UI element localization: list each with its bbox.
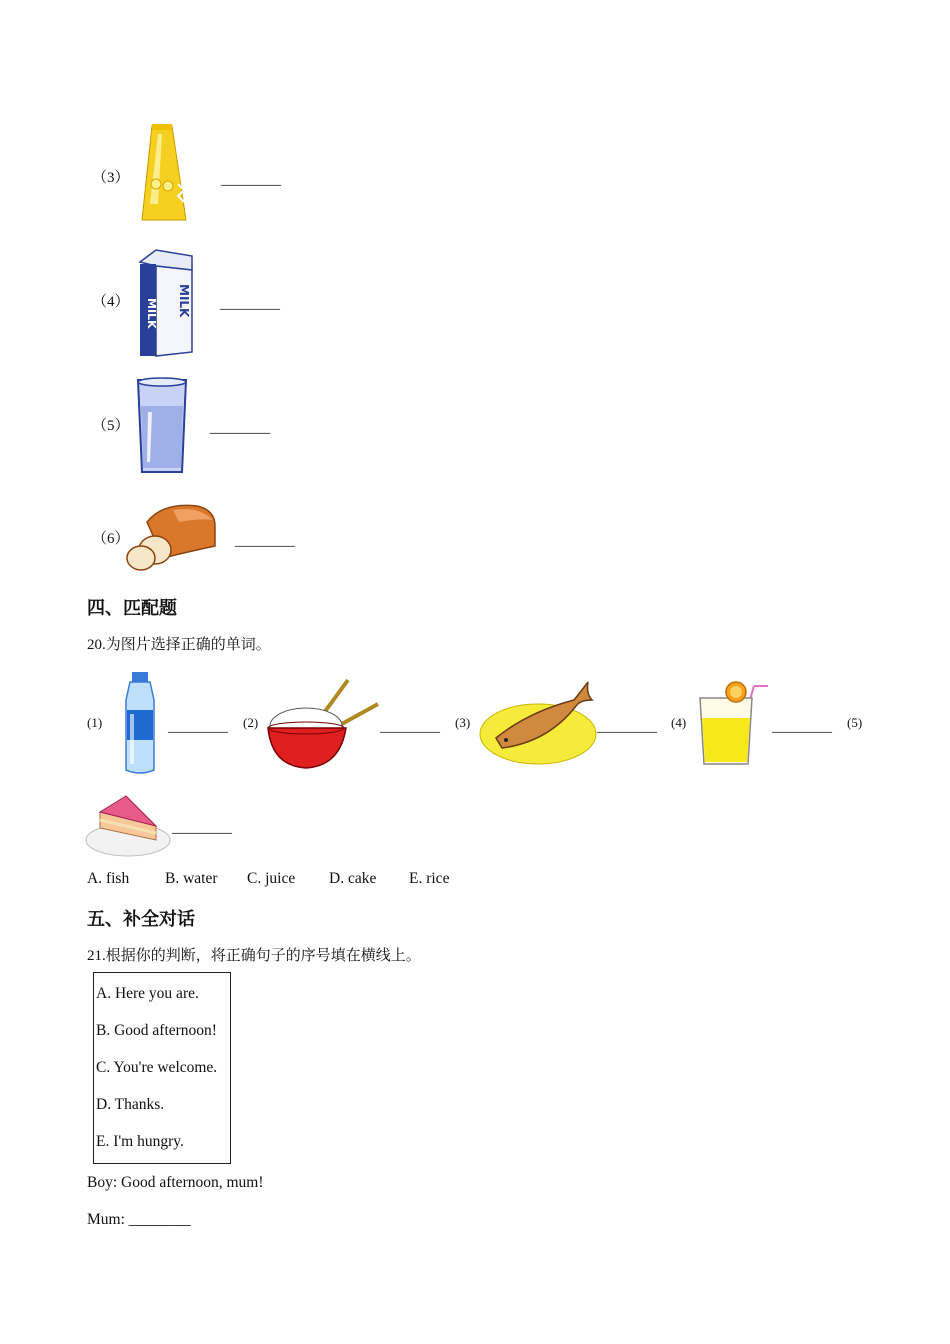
item-label-6: （6） — [92, 531, 130, 547]
option-e: E. rice — [409, 870, 450, 887]
match-blank-4[interactable]: ________ — [772, 719, 832, 735]
dialog-line-mum[interactable]: Mum: ________ — [87, 1211, 191, 1228]
section4-heading: 四、匹配题 — [87, 598, 177, 619]
option-d: D. cake — [329, 870, 377, 887]
match-blank-2[interactable]: ________ — [380, 719, 440, 735]
match-blank-1[interactable]: ________ — [168, 719, 228, 735]
option-b: B. water — [165, 870, 218, 887]
match-label-5: (5) — [847, 715, 863, 730]
dialog-line-boy: Boy: Good afternoon, mum! — [87, 1174, 264, 1191]
options-box — [93, 972, 231, 1164]
match-blank-5[interactable]: ________ — [172, 820, 232, 836]
box-option-a: A. Here you are. — [96, 985, 199, 1002]
item-label-5: （5） — [92, 418, 130, 434]
match-label-4: (4) — [671, 715, 687, 730]
item-label-4: （4） — [92, 294, 130, 310]
water-glass-icon — [134, 376, 190, 476]
match-label-3: (3) — [455, 715, 471, 730]
juice-glass-icon — [696, 678, 772, 768]
water-bottle-icon — [120, 670, 160, 776]
blank-3[interactable]: ________ — [221, 172, 281, 188]
cake-icon — [86, 792, 172, 858]
box-option-e: E. I'm hungry. — [96, 1133, 184, 1150]
rice-bowl-icon — [266, 676, 382, 772]
bread-icon — [127, 500, 219, 572]
milk-label-front: MILK — [177, 284, 191, 318]
box-option-d: D. Thanks. — [96, 1096, 165, 1113]
match-label-2: (2) — [243, 715, 259, 730]
milk-carton-icon — [134, 246, 196, 358]
option-a: A. fish — [87, 870, 130, 887]
blank-6[interactable]: ________ — [235, 533, 295, 549]
blank-4[interactable]: ________ — [220, 296, 280, 312]
item-label-3: （3） — [92, 170, 130, 186]
match-label-1: (1) — [87, 715, 103, 730]
match-blank-3[interactable]: ________ — [597, 719, 657, 735]
fish-plate-icon — [478, 676, 598, 770]
section5-heading: 五、补全对话 — [87, 909, 195, 930]
box-option-b: B. Good afternoon! — [96, 1022, 217, 1039]
juice-bottle-icon — [138, 124, 190, 224]
question-20: 20.为图片选择正确的单词。 — [87, 637, 271, 653]
blank-5[interactable]: ________ — [210, 420, 270, 436]
question-21: 21.根据你的判断，将正确句子的序号填在横线上。 — [87, 948, 421, 964]
box-option-c: C. You're welcome. — [96, 1059, 218, 1076]
milk-label-side: MILK — [145, 298, 158, 329]
option-c: C. juice — [247, 870, 296, 887]
